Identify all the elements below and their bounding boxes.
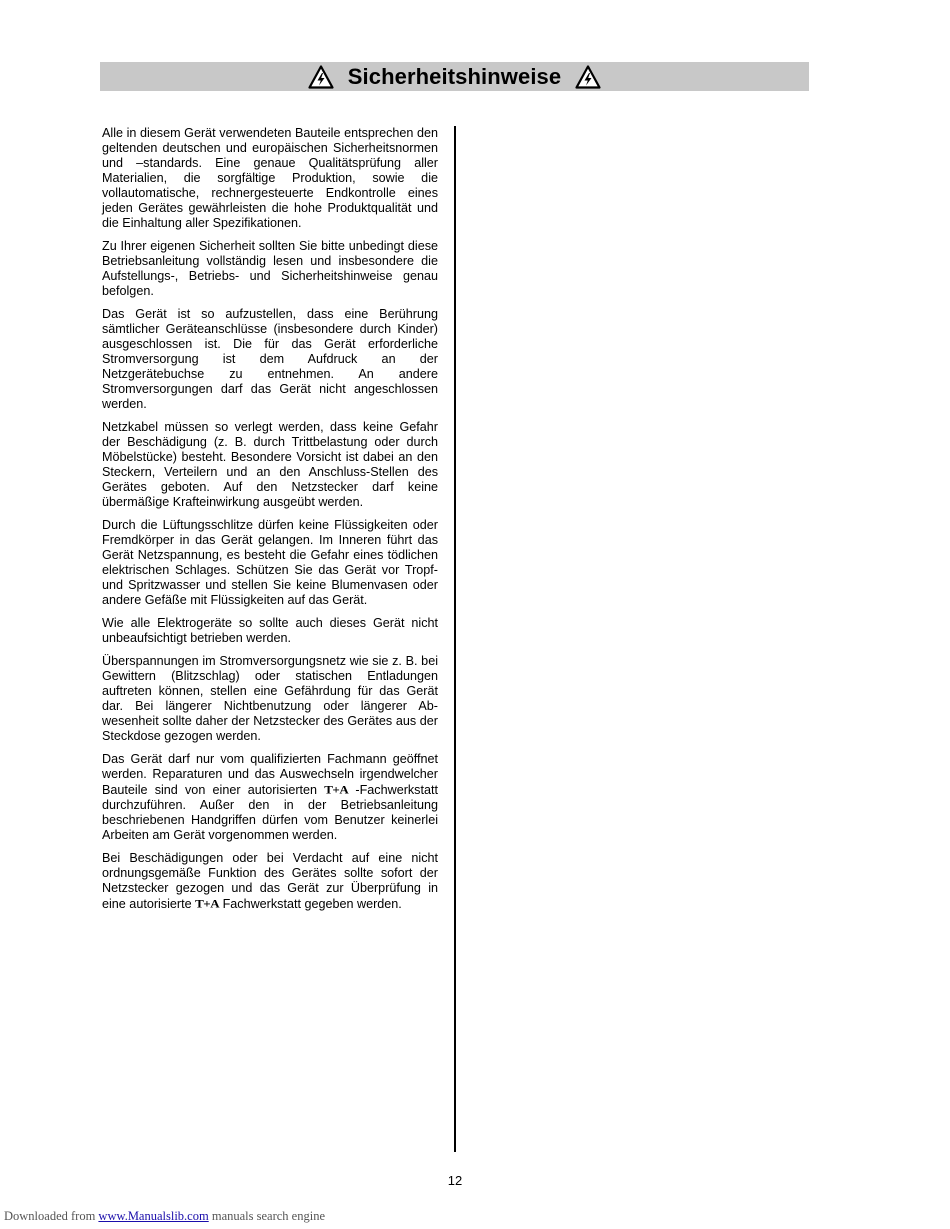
paragraph: Alle in diesem Gerät verwendeten Bauteile entsprechen den geltenden deutschen und europäischen Sicherheitsnormen und –standards. Eine genaue Qualitätsprüfung aller Materialien, die sorgfältige Produktion, sowie die vollautomatische, rechnergesteuerte Endkontrolle eines jeden Gerätes gewährleisten die hohe Produktqualität und die Einhaltung aller Spezifikationen. [102,126,438,230]
page-number: 12 [447,1173,463,1188]
paragraph-text: -Fachwerkstatt durchzuführen. Außer den in der Betriebsanleitung beschriebenen Handgriffen dürfen vom Benutzer keinerlei Arbeiten am Gerät vorgenommen werden. [102,783,438,842]
paragraph-text: Fachwerkstatt gegeben werden. [222,897,402,911]
warning-lightning-icon [575,65,601,89]
footer-prefix: Downloaded from [4,1209,96,1223]
page-title: Sicherheitshinweise [347,63,562,89]
paragraph-text: Das Gerät darf nur vom qualifizierten Fachmann geöffnet werden. Reparaturen und das Auswechseln irgendwelcher Bauteile sind von einer autorisierten [102,752,438,797]
paragraph: Zu Ihrer eigenen Sicherheit sollten Sie bitte unbedingt diese Betriebsanleitung vollständig lesen und insbesondere die Aufstellungs-, Betriebs- und Sicherheitshinweise genau befolgen. [102,239,438,298]
ta-logo: T+A [195,896,220,911]
warning-lightning-icon [308,65,334,89]
footer-suffix: manuals search engine [211,1209,325,1223]
text-column [102,126,438,920]
paragraph: Wie alle Elektrogeräte so sollte auch dieses Gerät nicht unbeaufsichtigt betrieben werden. [102,616,438,645]
section-header [100,62,809,91]
download-footer [4,1209,325,1224]
paragraph [102,752,438,843]
paragraph: Durch die Lüftungsschlitze dürfen keine Flüssigkeiten oder Fremdkörper in das Gerät gelangen. Im Inneren führt das Gerät Netzspannung, es besteht die Gefahr eines tödlichen elektrischen Schlages. Schützen Sie das Gerät vor Tropf- und Spritzwasser und stellen Sie keine Blumenvasen oder andere Gefäße mit Flüssigkeiten auf das Gerät. [102,518,438,607]
paragraph: Netzkabel müssen so verlegt werden, dass keine Gefahr der Beschädigung (z. B. durch Trittbelastung oder durch Möbelstücke) besteht. Besondere Vorsicht ist dabei an den Steckern, Verteilern und an den Anschluss-Stellen des Gerätes geboten. Auf den Netzstecker darf keine übermäßige Krafteinwirkung ausgeübt werden. [102,420,438,509]
paragraph-text: Bei Beschädigungen oder bei Verdacht auf eine nicht ordnungsgemäße Funktion des Gerätes sollte sofort der Netzstecker gezogen und das Gerät zur Überprüfung in eine autorisierte [102,851,438,911]
paragraph: Überspannungen im Stromversorgungsnetz wie sie z. B. bei Gewittern (Blitzschlag) oder statischen Entladungen auftreten können, stellen eine Gefährdung für das Gerät dar. Bei längerer Nichtbenutzung oder längerer Abwesenheit sollte daher der Netzstecker des Gerätes aus der Steckdose gezogen werden. [102,654,438,743]
paragraph [102,851,438,912]
column-divider [454,126,456,1152]
ta-logo: T+A [324,782,349,797]
manualslib-link[interactable]: www.Manualslib.com [98,1209,209,1223]
paragraph: Das Gerät ist so aufzustellen, dass eine Berührung sämtlicher Geräteanschlüsse (insbesondere durch Kinder) ausgeschlossen ist. Die für das Gerät erforderliche Stromversorgung ist dem Aufdruck an der Netzgerätebuchse zu entnehmen. An andere Stromversorgungen darf das Gerät nicht angeschlossen werden. [102,307,438,411]
